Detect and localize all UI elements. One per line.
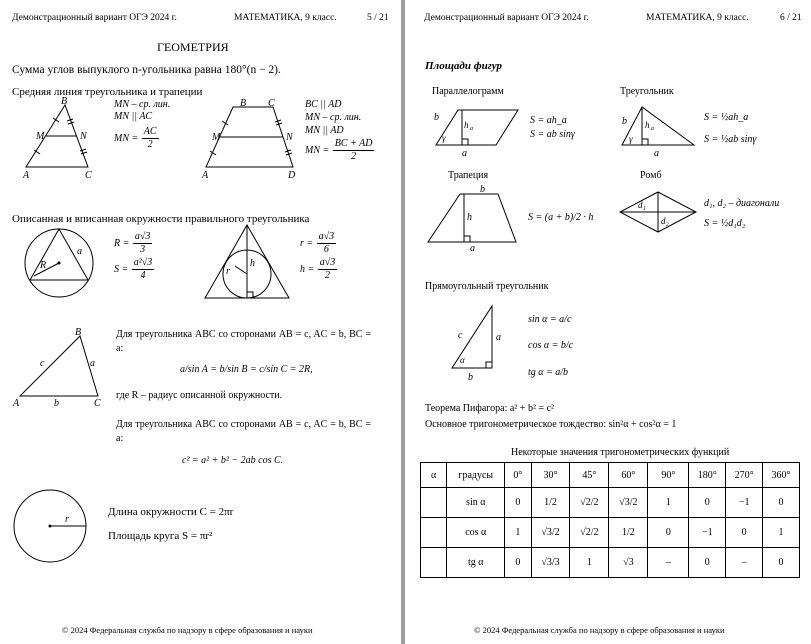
svg-text:a: a — [462, 148, 467, 159]
svg-text:a: a — [496, 332, 501, 343]
trapezoid-midline-formula: MN = $\frac{BC + AD}{2}$ — [305, 138, 373, 162]
trig-table: α градусы 0° 30° 45° 60° 90° 180° 270° 360° sin α 0 1/2 √2/2 √3/2 1 0 −1 0 cos α 1 √3/2 √2/2 1/2 0 −1 0 1 tg α 0 √3/3 1 √3 – 0 – 0 — [420, 462, 800, 578]
header-left: Демонстрационный вариант ОГЭ 2024 г. — [424, 13, 589, 23]
svg-text:c: c — [40, 358, 45, 369]
header-left: Демонстрационный вариант ОГЭ 2024 г. — [12, 13, 177, 23]
footer-copyright: © 2024 Федеральная служба по надзору в сфере образования и науки — [62, 625, 313, 635]
svg-text:A: A — [23, 170, 30, 180]
page-divider — [401, 0, 405, 644]
polygon-angle-sum: Сумма углов выпуклого n-угольника равна 180°(n − 2). — [12, 64, 281, 76]
abc-triangle-figure — [10, 326, 110, 411]
trig-table-title: Некоторые значения тригонометрических функций — [511, 447, 730, 458]
svg-text:h: h — [467, 212, 472, 223]
section-title: ГЕОМЕТРИЯ — [157, 40, 229, 54]
svg-text:C: C — [268, 98, 275, 109]
svg-text:B: B — [75, 327, 82, 338]
circles-title: Описанная и вписанная окружности правильного треугольника — [12, 213, 310, 225]
triangle-area-figure — [618, 100, 703, 160]
law-of-cosines-intro: Для треугольника ABC со сторонами AB = c, AC = b, BC = a: — [116, 419, 371, 444]
page-5: Демонстрационный вариант ОГЭ 2024 г. МАТЕМАТИКА, 9 класс. 5 / 21 ГЕОМЕТРИЯ Сумма углов выпуклого n-угольника равна 180°(n − 2). Средняя линия треугольника и трапеции B M N A C MN – ср. лин. MN || AC MN = $\frac{AC}{2}$ B C M N A D BC || AD MN – ср. лин. MN || AD MN = $\frac{BC + AD}{2}$ Описанная и вписанная окружности правильного треугольника R a R = $\frac{a√3}{3}$ S = $\frac{\text{a²√3}}{4}$ r h r = $\frac{a√3}{6}$ h = $\frac{a√3}{2}$ B c a A b C Для треугольника ABC со сторонами AB = c, AC = b, BC = a: a/sin A = b/sin B = c/sin C = 2R, где R – радиус описанной окружности. Для треугольника ABC со сторонами AB = c, AC = b, BC = a: c² = a² + b² − 2ab cos C. r Длина окружности C = 2πr Площадь круга S = πr² © 2024 Федеральная служба по надзору в сфере образования и науки — [0, 0, 400, 644]
svg-text:r: r — [65, 514, 69, 525]
circle-figure — [12, 488, 92, 568]
table-row: cos α 1 √3/2 √2/2 1/2 0 −1 0 1 — [421, 518, 800, 548]
svg-text:N: N — [286, 132, 293, 143]
pythagoras: Теорема Пифагора: a² + b² = c² — [425, 403, 555, 414]
law-of-cosines-formula: c² = a² + b² − 2ab cos C. — [182, 455, 284, 466]
svg-text:C: C — [94, 398, 101, 409]
triangle-midline-formula: MN = $\frac{AC}{2}$ — [114, 126, 157, 150]
areas-title: Площади фигур — [425, 60, 502, 72]
svg-text:c: c — [458, 330, 463, 341]
midline-title: Средняя линия треугольника и трапеции — [12, 86, 203, 98]
svg-text:C: C — [85, 170, 92, 180]
right-triangle-figure — [446, 300, 521, 385]
label-B: B — [61, 96, 68, 107]
rhombus-figure — [618, 188, 703, 243]
svg-text:d₂: d₂ — [661, 216, 669, 226]
table-row: sin α 0 1/2 √2/2 √3/2 1 0 −1 0 — [421, 488, 800, 518]
svg-text:a: a — [90, 358, 95, 369]
circumscribed-circle-figure — [22, 226, 97, 301]
svg-text:a: a — [470, 243, 475, 252]
law-of-sines-formula: a/sin A = b/sin B = c/sin C = 2R, — [180, 364, 313, 375]
law-of-sines-intro: Для треугольника ABC со сторонами AB = c, AC = b, BC = a: — [116, 329, 371, 354]
header-center: МАТЕМАТИКА, 9 класс. — [646, 13, 749, 23]
svg-text:B: B — [240, 98, 247, 109]
svg-text:a: a — [651, 126, 654, 132]
svg-text:D: D — [288, 170, 296, 180]
triangle-midline-figure — [18, 95, 98, 180]
header-page: 5 / 21 — [367, 13, 389, 23]
trapezoid-midline-figure — [198, 95, 308, 180]
svg-text:γ: γ — [442, 133, 446, 143]
svg-text:M: M — [212, 132, 221, 143]
trapezoid-area-figure — [422, 182, 522, 252]
page-6: Демонстрационный вариант ОГЭ 2024 г. МАТЕМАТИКА, 9 класс. 6 / 21 Площади фигур Параллелограмм b γ h a a S = ah_a S = ab sinγ Треугольник b γ h a a S = ½ah_a S = ½ab sinγ Трапеция b h a S = (a + b)/2 · h Ромб d₁ d₂ d₁, d₂ – диагонали S = ½d₁d₂ Прямоугольный треугольник c a α b sin α = a/c cos α = b/c tg α = a/b Теорема Пифагора: a² + b² = c² Основное тригонометрическое тождество: sin²α + cos²α = 1 Некоторые значения тригонометрических функций α градусы 0° 30° 45° 60° 90° 180° 270° 360° sin α 0 1/2 √2/2 √3/2 1 0 −1 0 cos α 1 √3/2 √2/2 1/2 0 −1 0 1 tg α 0 √3/3 1 √3 – 0 – 0 © 2024 Федеральная служба по надзору в сфере образования и науки — [406, 0, 811, 644]
svg-text:a: a — [470, 126, 473, 132]
svg-text:a: a — [77, 246, 82, 257]
trig-identity: Основное тригонометрическое тождество: sin²α + cos²α = 1 — [425, 419, 677, 430]
svg-text:γ: γ — [629, 134, 633, 144]
svg-text:N: N — [80, 131, 87, 142]
svg-text:b: b — [434, 112, 439, 123]
header-center: МАТЕМАТИКА, 9 класс. — [234, 13, 337, 23]
svg-text:b: b — [54, 398, 59, 409]
table-row: tg α 0 √3/3 1 √3 – 0 – 0 — [421, 548, 800, 578]
circle-area: Площадь круга S = πr² — [108, 530, 213, 542]
svg-text:r: r — [226, 266, 230, 277]
svg-text:A: A — [202, 170, 209, 180]
inscribed-circle-figure — [200, 222, 295, 302]
svg-text:a: a — [654, 148, 659, 159]
svg-text:h: h — [464, 120, 469, 130]
parallelogram-figure — [424, 100, 524, 160]
svg-text:R: R — [40, 260, 47, 271]
svg-text:b: b — [622, 116, 627, 127]
svg-text:b: b — [468, 372, 473, 383]
svg-text:b: b — [480, 184, 485, 195]
svg-text:A: A — [13, 398, 20, 409]
svg-text:M: M — [36, 131, 45, 142]
footer-copyright: © 2024 Федеральная служба по надзору в сфере образования и науки — [474, 625, 725, 635]
svg-text:h: h — [250, 258, 255, 269]
header-page: 6 / 21 — [780, 13, 802, 23]
svg-text:α: α — [460, 355, 465, 365]
svg-text:h: h — [645, 120, 650, 130]
law-of-sines-note: где R – радиус описанной окружности. — [116, 390, 283, 401]
circle-length: Длина окружности C = 2πr — [108, 506, 234, 518]
svg-text:d₁: d₁ — [638, 200, 646, 210]
